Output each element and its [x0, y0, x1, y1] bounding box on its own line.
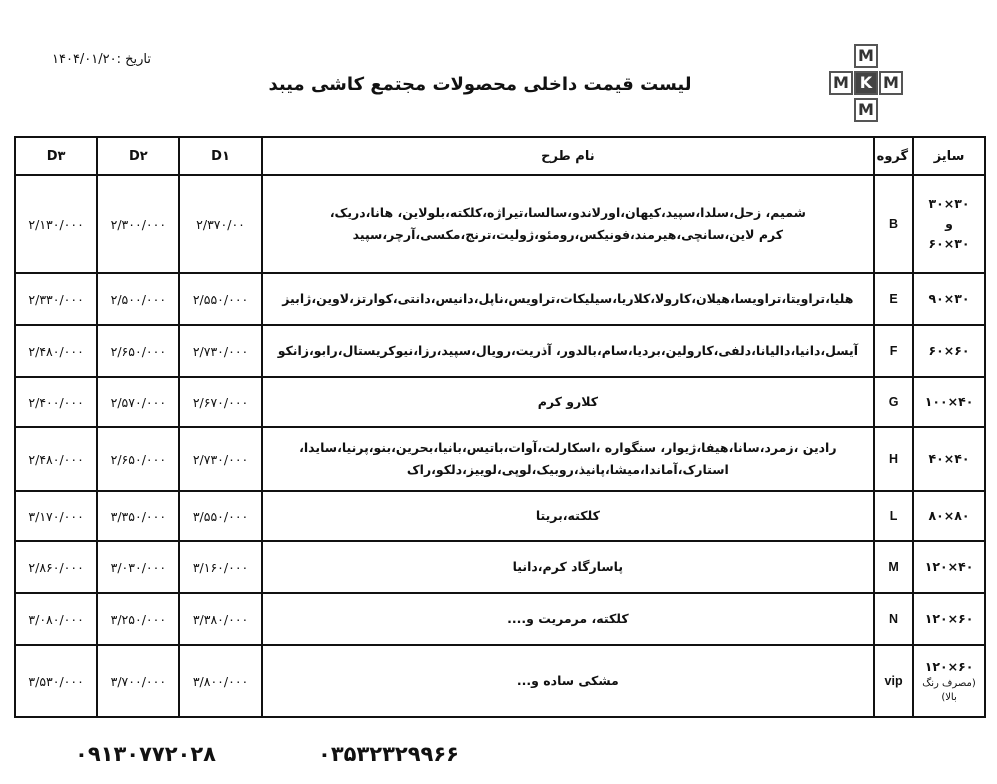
design-names-line: کلارو کرم	[537, 394, 598, 409]
cell-design-names	[262, 593, 874, 645]
cell-price-d1: ۳/۳۸۰/۰۰۰	[179, 593, 261, 645]
size-line: ۳۰×۶۰	[928, 236, 970, 251]
phone-number-landline: ۰۳۵۳۲۳۲۹۹۶۶	[318, 742, 459, 766]
cell-design-names	[262, 273, 874, 325]
size-line: ۴۰×۱۰۰	[924, 394, 974, 409]
price-table	[14, 136, 986, 718]
cell-price-d3: ۳/۵۳۰/۰۰۰	[15, 645, 97, 717]
design-names-line: مشکی ساده و...	[516, 673, 619, 688]
cell-group: L	[874, 491, 913, 541]
cell-price-d2: ۳/۲۵۰/۰۰۰	[97, 593, 179, 645]
cell-group: B	[874, 175, 913, 273]
cell-price-d1: ۲/۷۳۰/۰۰۰	[179, 427, 261, 491]
cell-price-d3: ۲/۴۰۰/۰۰۰	[15, 377, 97, 427]
cell-group: E	[874, 273, 913, 325]
cell-price-d2: ۳/۷۰۰/۰۰۰	[97, 645, 179, 717]
size-line: ۸۰×۸۰	[928, 508, 970, 523]
table-row	[15, 175, 985, 273]
design-names-line: کرم لاین،سانچی،هیرمند،فونیکس،رومئو،ژولیت،ترنج،مکسی،آرچر،سپید	[352, 227, 784, 242]
cell-price-d3: ۲/۸۶۰/۰۰۰	[15, 541, 97, 593]
design-names-line: رادین ،زمرد،سانا،هیفا،ژیوار، سنگواره ،اسکارلت،آوات،باتیس،بانیا،بحرین،بنو،پرنیا،سایدا،	[299, 440, 837, 455]
cell-size	[913, 645, 985, 717]
cell-price-d1: ۳/۸۰۰/۰۰۰	[179, 645, 261, 717]
size-line: ۴۰×۴۰	[928, 451, 970, 466]
cell-design-names	[262, 377, 874, 427]
cell-price-d1: ۳/۱۶۰/۰۰۰	[179, 541, 261, 593]
cell-price-d1: ۲/۳۷۰/۰۰	[179, 175, 261, 273]
cell-price-d3: ۳/۰۸۰/۰۰۰	[15, 593, 97, 645]
cell-price-d1: ۲/۷۳۰/۰۰۰	[179, 325, 261, 377]
cell-design-names	[262, 491, 874, 541]
cell-price-d1: ۲/۵۵۰/۰۰۰	[179, 273, 261, 325]
cell-size	[913, 491, 985, 541]
size-line: ۳۰×۹۰	[928, 291, 970, 306]
table-row	[15, 325, 985, 377]
design-names-line: کلکته، مرمریت و....	[507, 611, 629, 626]
cell-price-d1: ۲/۶۷۰/۰۰۰	[179, 377, 261, 427]
cell-price-d2: ۲/۵۷۰/۰۰۰	[97, 377, 179, 427]
design-names-line: پاسارگاد کرم،دانیا	[512, 559, 624, 574]
size-note: (مصرف رنگ بالا)	[922, 678, 976, 703]
design-names-line: استارک،آماندا،میشا،پانیذ،روبیک،لوپی،لوییز،دلکو،راک	[406, 462, 729, 477]
design-names-line: شمیم، زحل،سلدا،سپید،کیهان،اورلاندو،سالسا،تیراژه،کلکته،بلولاین، هانا،دریک،	[329, 205, 806, 220]
table-row	[15, 645, 985, 717]
table-row	[15, 541, 985, 593]
cell-price-d2: ۲/۶۵۰/۰۰۰	[97, 325, 179, 377]
cell-price-d2: ۳/۳۵۰/۰۰۰	[97, 491, 179, 541]
header-d2: D۲	[97, 137, 179, 175]
cell-design-names	[262, 645, 874, 717]
cell-group: N	[874, 593, 913, 645]
header-name: نام طرح	[262, 137, 874, 175]
cell-price-d2: ۳/۰۳۰/۰۰۰	[97, 541, 179, 593]
table-row	[15, 377, 985, 427]
header-group: گروه	[874, 137, 913, 175]
cell-price-d2: ۲/۶۵۰/۰۰۰	[97, 427, 179, 491]
cell-size	[913, 175, 985, 273]
cell-price-d2: ۲/۵۰۰/۰۰۰	[97, 273, 179, 325]
logo-letter-bottom: M	[854, 98, 878, 122]
table-row	[15, 427, 985, 491]
design-names-line: هلیا،تراویتا،تراویسا،هیلان،کارولا،کلاریا،سیلیکات،تراویس،ناپل،دانیس،دانتی،کوارتز،لاوین،ژابیز	[282, 291, 854, 306]
size-line: و	[945, 216, 953, 231]
cell-size	[913, 593, 985, 645]
company-logo	[827, 44, 905, 122]
cell-price-d3: ۲/۴۸۰/۰۰۰	[15, 325, 97, 377]
phone-number-mobile: ۰۹۱۳۰۷۷۲۰۲۸	[75, 742, 216, 766]
cell-price-d3: ۲/۱۳۰/۰۰۰	[15, 175, 97, 273]
cell-group: M	[874, 541, 913, 593]
table-row	[15, 593, 985, 645]
logo-letter-center: K	[854, 71, 878, 95]
table-header-row	[15, 137, 985, 175]
cell-size	[913, 541, 985, 593]
cell-group: H	[874, 427, 913, 491]
cell-design-names	[262, 175, 874, 273]
logo-letter-right: M	[879, 71, 903, 95]
size-line: ۴۰×۱۲۰	[924, 559, 974, 574]
cell-design-names	[262, 427, 874, 491]
design-names-line: آیسل،دانیا،دالیانا،دلفی،کارولین،بردیا،سام،بالدور، آذریت،رویال،سپید،رزا،نیوکریستال،رابو،زانکو	[277, 343, 858, 358]
cell-design-names	[262, 541, 874, 593]
header-d1: D۱	[179, 137, 261, 175]
cell-size	[913, 377, 985, 427]
cell-price-d3: ۲/۳۳۰/۰۰۰	[15, 273, 97, 325]
document-date: تاریخ :۱۴۰۴/۰۱/۲۰	[52, 52, 152, 67]
cell-price-d2: ۲/۳۰۰/۰۰۰	[97, 175, 179, 273]
design-names-line: کلکته،بریتا	[535, 508, 600, 523]
cell-price-d3: ۳/۱۷۰/۰۰۰	[15, 491, 97, 541]
cell-group: F	[874, 325, 913, 377]
size-line: ۶۰×۱۲۰	[924, 659, 974, 674]
document-title: لیست قیمت داخلی محصولات مجتمع کاشی میبد	[268, 74, 692, 95]
table-row	[15, 273, 985, 325]
cell-size	[913, 427, 985, 491]
cell-group: G	[874, 377, 913, 427]
header-d3: D۳	[15, 137, 97, 175]
cell-size	[913, 273, 985, 325]
size-line: ۳۰×۳۰	[928, 196, 970, 211]
cell-price-d3: ۲/۴۸۰/۰۰۰	[15, 427, 97, 491]
header-size: سایز	[913, 137, 985, 175]
cell-design-names	[262, 325, 874, 377]
size-line: ۶۰×۶۰	[928, 343, 970, 358]
logo-letter-left: M	[829, 71, 853, 95]
size-line: ۶۰×۱۲۰	[924, 611, 974, 626]
cell-group: vip	[874, 645, 913, 717]
cell-size	[913, 325, 985, 377]
table-row	[15, 491, 985, 541]
logo-letter-top: M	[854, 44, 878, 68]
cell-price-d1: ۳/۵۵۰/۰۰۰	[179, 491, 261, 541]
